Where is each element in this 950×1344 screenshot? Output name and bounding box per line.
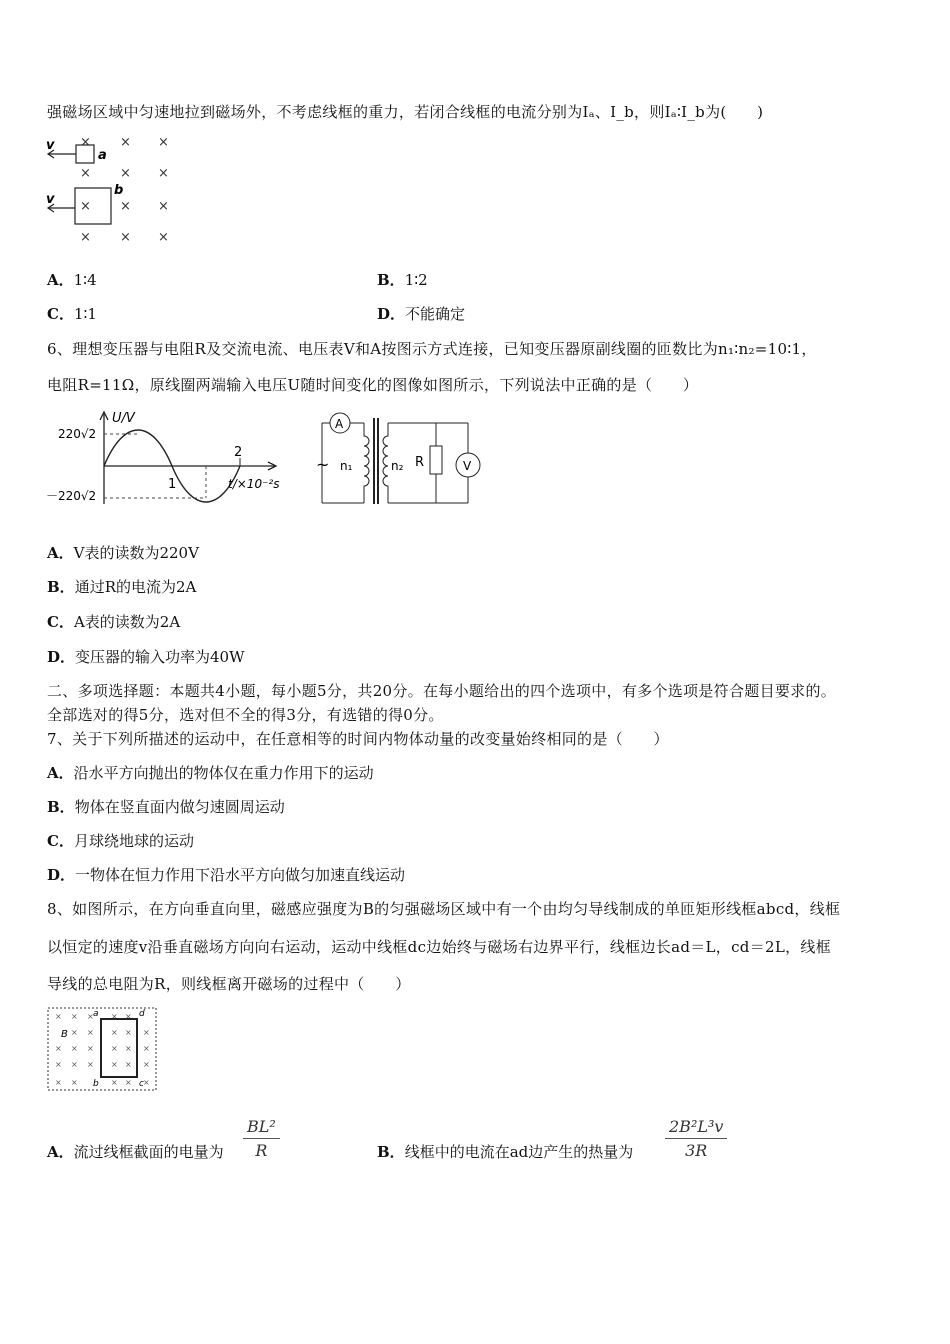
svg-text:×: ×: [80, 199, 91, 214]
svg-text:×: ×: [158, 166, 169, 181]
svg-text:B: B: [61, 1029, 68, 1040]
svg-text:×: ×: [55, 1012, 62, 1021]
svg-text:×: ×: [125, 1028, 132, 1037]
q7-option-a[interactable]: A．沿水平方向抛出的物体仅在重力作用下的运动: [47, 764, 374, 782]
svg-text:×: ×: [120, 230, 131, 245]
svg-text:R: R: [415, 455, 425, 470]
q8-stem-line3: 导线的总电阻为R，则线框离开磁场的过程中（ ）: [47, 975, 411, 993]
svg-text:v: v: [46, 192, 55, 207]
svg-text:×: ×: [71, 1060, 78, 1069]
svg-text:×: ×: [143, 1044, 150, 1053]
svg-text:×: ×: [71, 1028, 78, 1037]
svg-text:c: c: [139, 1079, 144, 1089]
q6-stem-line1: 6、理想变压器与电阻R及交流电流、电压表V和A按图示方式连接，已知变压器原副线圈的匝数比为n₁∶n₂=10∶1，: [47, 340, 817, 358]
svg-text:b: b: [93, 1079, 99, 1089]
svg-text:×: ×: [143, 1060, 150, 1069]
svg-text:×: ×: [111, 1060, 118, 1069]
svg-text:×: ×: [111, 1078, 118, 1087]
svg-text:×: ×: [125, 1078, 132, 1087]
svg-text:n₁: n₁: [340, 459, 353, 473]
svg-text:×: ×: [158, 135, 169, 150]
svg-text:×: ×: [80, 166, 91, 181]
q6-circuit: [308, 408, 488, 508]
svg-text:V: V: [463, 459, 472, 473]
svg-text:×: ×: [158, 199, 169, 214]
q6-option-a[interactable]: A．V表的读数为220V: [47, 544, 199, 562]
svg-text:×: ×: [125, 1044, 132, 1053]
q6-voltage-graph: [46, 408, 296, 508]
q5-option-a[interactable]: A．1∶4: [47, 271, 97, 289]
svg-text:2: 2: [234, 445, 243, 460]
svg-text:×: ×: [125, 1060, 132, 1069]
svg-text:A: A: [335, 417, 344, 431]
svg-text:U/V: U/V: [112, 411, 135, 426]
svg-text:×: ×: [71, 1012, 78, 1021]
q8-stem-line1: 8、如图所示，在方向垂直向里，磁感应强度为B的匀强磁场区域中有一个由均匀导线制成的单匝矩形线框abcd，线框: [47, 900, 841, 918]
svg-text:×: ×: [80, 230, 91, 245]
svg-text:×: ×: [111, 1028, 118, 1037]
svg-text:×: ×: [80, 135, 91, 150]
svg-text:×: ×: [87, 1012, 94, 1021]
q7-option-b[interactable]: B．物体在竖直面内做匀速圆周运动: [47, 798, 285, 816]
svg-text:v: v: [46, 138, 55, 153]
svg-text:×: ×: [71, 1044, 78, 1053]
svg-text:×: ×: [125, 1012, 132, 1021]
q8-figure: [47, 1007, 159, 1093]
q7-option-d[interactable]: D．一物体在恒力作用下沿水平方向做匀加速直线运动: [47, 866, 406, 884]
svg-text:×: ×: [111, 1044, 118, 1053]
svg-text:－220√2: －220√2: [46, 489, 97, 503]
q6-option-b[interactable]: B．通过R的电流为2A: [47, 578, 197, 596]
q6-option-d[interactable]: D．变压器的输入功率为40W: [47, 648, 245, 666]
svg-text:×: ×: [120, 166, 131, 181]
q6-option-c[interactable]: C．A表的读数为2A: [47, 613, 181, 631]
q8-option-b-fraction: $\frac{\text{2B²L³v}}{3R}$: [665, 1117, 727, 1160]
svg-text:×: ×: [143, 1078, 150, 1087]
svg-text:×: ×: [158, 230, 169, 245]
q8-option-a-fraction: $\frac{\text{BL²}}{R}$: [243, 1117, 280, 1160]
q8-stem-line2: 以恒定的速度v沿垂直磁场方向向右运动，运动中线框dc边始终与磁场右边界平行，线框边长ad＝L，cd＝2L，线框: [47, 938, 831, 956]
q6-stem-line2: 电阻R=11Ω，原线圈两端输入电压U随时间变化的图像如图所示，下列说法中正确的是（ ）: [47, 376, 699, 394]
q7-stem: 7、关于下列所描述的运动中，在任意相等的时间内物体动量的改变量始终相同的是（ ）: [47, 730, 669, 748]
svg-text:×: ×: [120, 199, 131, 214]
svg-text:d: d: [139, 1009, 145, 1019]
svg-text:×: ×: [71, 1078, 78, 1087]
svg-text:1: 1: [168, 477, 177, 492]
section2-header-line1: 二、多项选择题：本题共4小题，每小题5分，共20分。在每小题给出的四个选项中，有多个选项是符合题目要求的。: [47, 682, 837, 700]
svg-text:×: ×: [120, 135, 131, 150]
q5-option-c[interactable]: C．1∶1: [47, 305, 97, 323]
svg-text:t/×10⁻²s: t/×10⁻²s: [228, 477, 280, 491]
svg-text:×: ×: [143, 1028, 150, 1037]
q8-option-a[interactable]: A．流过线框截面的电量为: [47, 1143, 224, 1161]
svg-text:×: ×: [55, 1078, 62, 1087]
svg-text:220√2: 220√2: [58, 427, 97, 441]
svg-text:×: ×: [87, 1044, 94, 1053]
svg-text:a: a: [98, 148, 107, 163]
svg-text:~: ~: [316, 455, 330, 474]
svg-text:n₂: n₂: [391, 459, 404, 473]
q7-option-c[interactable]: C．月球绕地球的运动: [47, 832, 194, 850]
q5-option-b[interactable]: B．1∶2: [377, 271, 428, 289]
q5-stem: 强磁场区域中匀速地拉到磁场外，不考虑线框的重力，若闭合线框的电流分别为Iₐ、I_b，则Iₐ∶I_b为( ): [47, 103, 764, 121]
svg-text:×: ×: [87, 1060, 94, 1069]
q8-option-b[interactable]: B．线框中的电流在ad边产生的热量为: [377, 1143, 634, 1161]
svg-text:a: a: [93, 1009, 99, 1019]
section2-header-line2: 全部选对的得5分，选对但不全的得3分，有选错的得0分。: [47, 706, 444, 724]
q5-figure: [44, 130, 184, 250]
svg-text:×: ×: [111, 1012, 118, 1021]
svg-text:×: ×: [87, 1028, 94, 1037]
svg-text:×: ×: [55, 1060, 62, 1069]
svg-text:×: ×: [55, 1044, 62, 1053]
q5-option-d[interactable]: D．不能确定: [377, 305, 466, 323]
svg-text:b: b: [114, 183, 124, 198]
